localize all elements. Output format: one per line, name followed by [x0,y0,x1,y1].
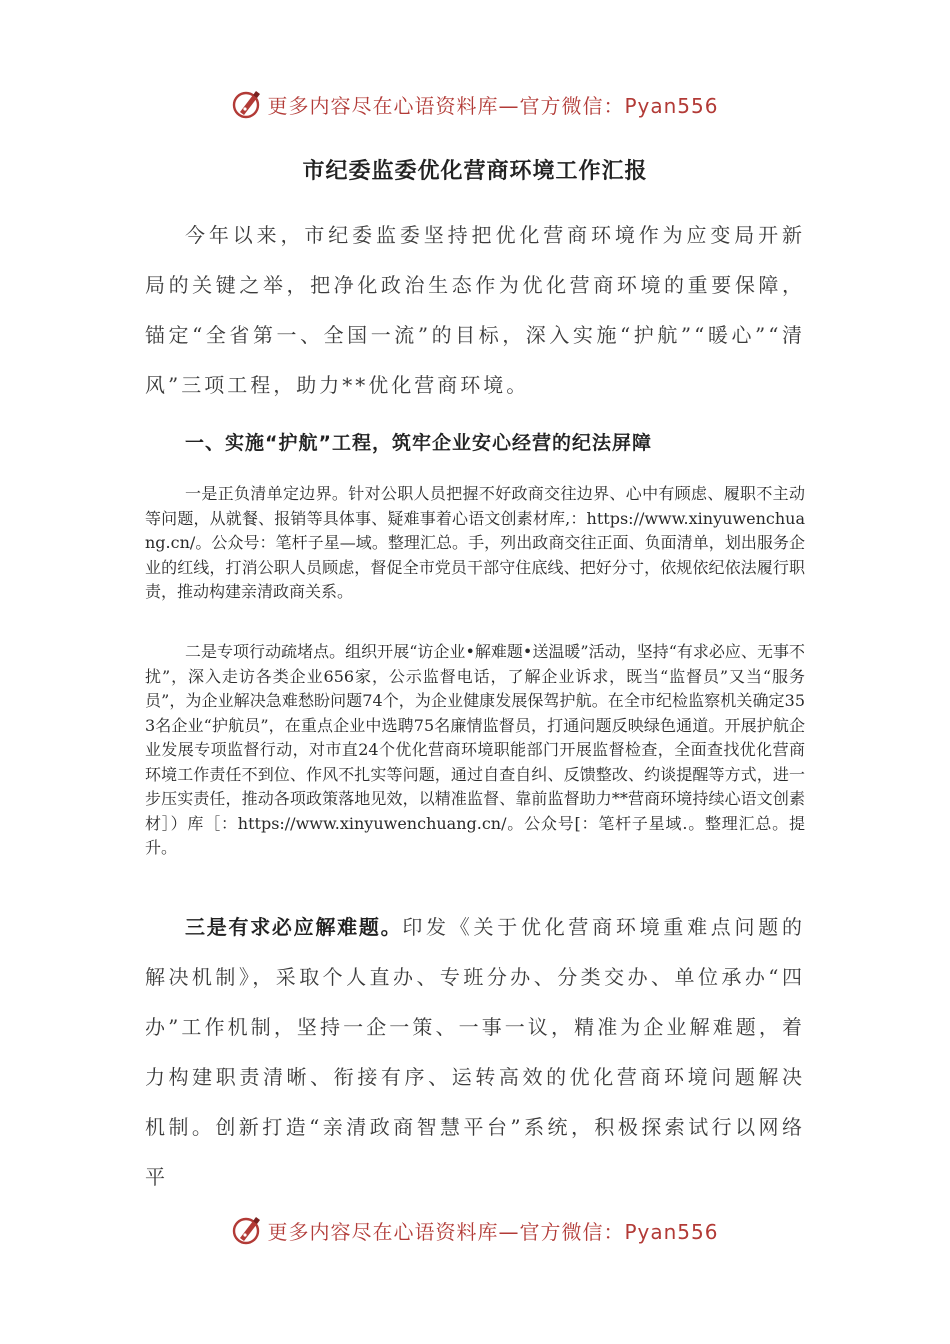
body-paragraph-2: 二是专项行动疏堵点。组织开展“访企业•解难题•送温暖”活动，坚持“有求必应、无事不扰”，深入走访各类企业656家，公示监督电话，了解企业诉求，既当“监督员”又当“服务员”，为企业解决急难愁盼问题74个，为企业健康发展保驾护航。在全市纪检监察机关确定353名企业“护航员”，在重点企业中选聘75名廉情监督员，打通问题反映绿色通道。开展护航企业发展专项监督行动，对市直24个优化营商环境职能部门开展监督检查，全面查找优化营商环境工作责任不到位、作风不扎实等问题，通过自查自纠、反馈整改、约谈提醒等方式，进一步压实责任，推动各项政策落地见效，以精准监督、靠前监督助力**营商环境持续心语文创素材］）库［：https://www.xinyuwenchuang.cn/。公众号[：笔杆子星域.。整理汇总。提升。 [145,642,805,857]
body-paragraph-3 [145,902,805,1202]
page-title: 市纪委监委优化营商环境工作汇报 [302,159,648,184]
pen-nib-circle-icon [231,88,263,120]
watermark-text: 更多内容尽在心语资料库—官方微信：Pyan556 [267,93,719,118]
header-watermark-banner [0,86,950,122]
body-paragraph-1: 一是正负清单定边界。针对公职人员把握不好政商交往边界、心中有顾虑、履职不主动等问题，从就餐、报销等具体事、疑难事着心语文创素材库,：https://www.xinyuwenchuang.cn/。公众号：笔杆子星—域。整理汇总。手，列出政商交往正面、负面清单，划出服务企业的红线，打消公职人员顾虑，督促全市党员干部守住底线、把好分寸，依规依纪依法履行职责，推动构建亲清政商关系。 [145,484,805,601]
watermark-text: 更多内容尽在心语资料库—官方微信：Pyan556 [267,1219,719,1244]
intro-paragraph: 今年以来，市纪委监委坚持把优化营商环境作为应变局开新局的关键之举，把净化政治生态作为优化营商环境的重要保障，锚定“全省第一、全国一流”的目标，深入实施“护航”“暖心”“清风”三项工程，助力**优化营商环境。 [145,223,805,397]
paragraph-body-text: 印发《关于优化营商环境重难点问题的解决机制》，采取个人直办、专班分办、分类交办、单位承办“四办”工作机制，坚持一企一策、一事一议，精准为企业解难题，着力构建职责清晰、衔接有序、运转高效的优化营商环境问题解决机制。创新打造“亲清政商智慧平台”系统，积极探索试行以网络平 [145,915,806,1189]
paragraph-lead-phrase: 三是有求必应解难题。 [185,915,403,939]
section-heading: 一、实施“护航”工程，筑牢企业安心经营的纪法屏障 [185,432,652,454]
footer-watermark-banner [0,1212,950,1248]
pen-nib-circle-icon [231,1214,263,1246]
